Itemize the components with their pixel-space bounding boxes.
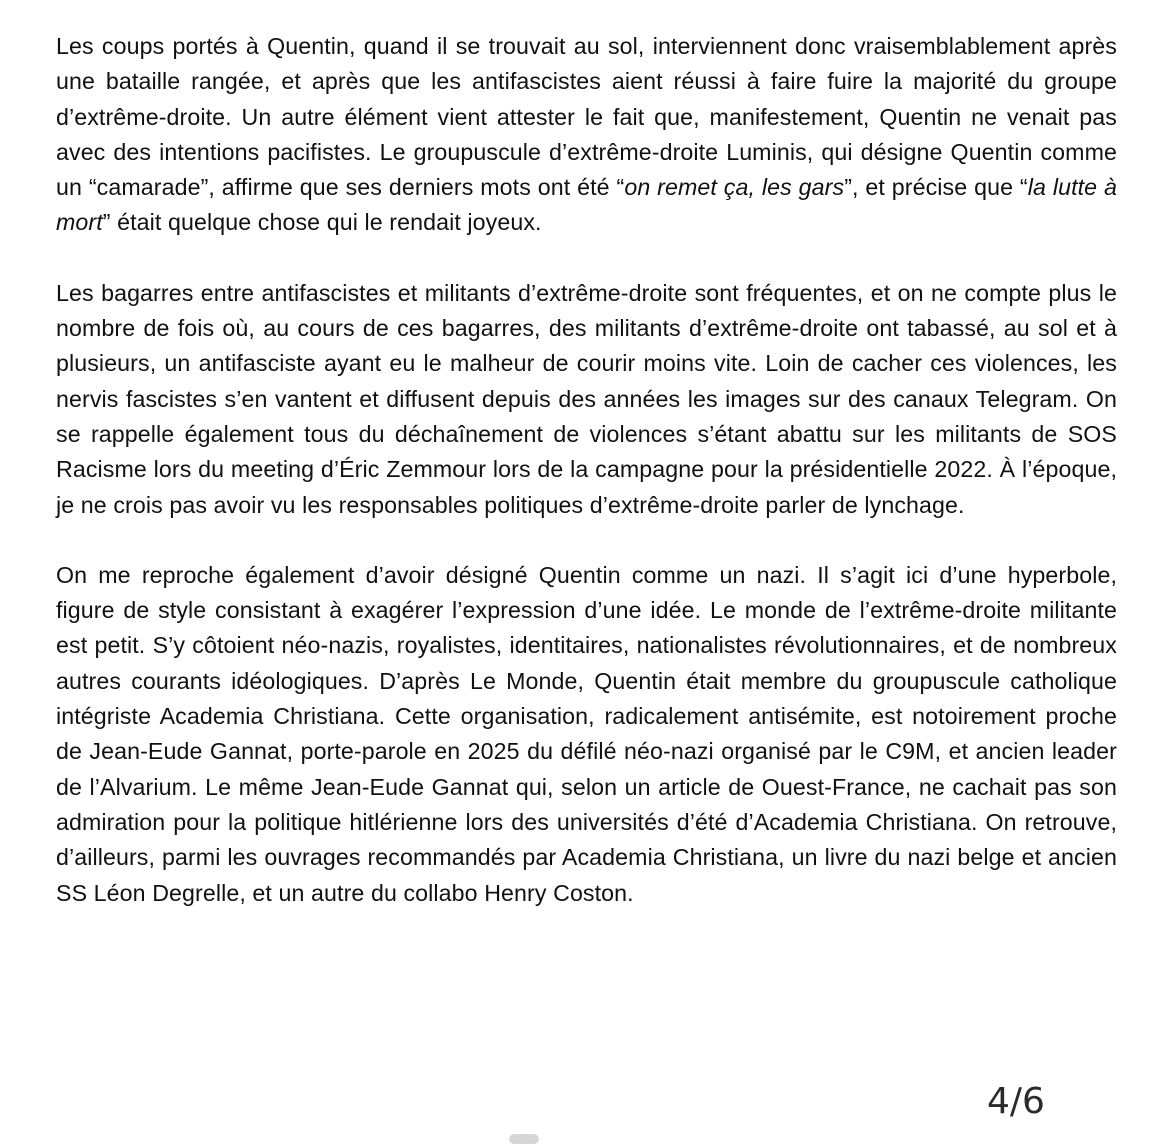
- paragraph-1: [56, 29, 1117, 241]
- paragraph-1-quote-2: la lutte à mort: [56, 174, 1118, 236]
- scroll-handle[interactable]: [509, 1134, 539, 1144]
- paragraph-2: Les bagarres entre antifascistes et militants d’extrême-droite sont fréquentes, et on ne compte plus le nombre de fois où, au cours de ces bagarres, des militants d’extrême-droite ont tabassé, au sol et à plusieurs, un antifasciste ayant eu le malheur de courir moins vite. Loin de cacher ces violences, les nervis fascistes s’en vantent et diffusent depuis des années les images sur des canaux Telegram. On se rappelle également tous du déchaînement de violences s’étant abattu sur les militants de SOS Racisme lors du meeting d’Éric Zemmour lors de la campagne pour la présidentielle 2022. À l’époque, je ne crois pas avoir vu les responsables politiques d’extrême-droite parler de lynchage.: [56, 279, 1117, 518]
- paragraph-1-text-c: ” était quelque chose qui le rendait joyeux.: [102, 209, 542, 236]
- document-body: [56, 29, 1117, 946]
- page-indicator: 4/6: [987, 1081, 1045, 1122]
- paragraph-3: On me reproche également d’avoir désigné Quentin comme un nazi. Il s’agit ici d’une hyperbole, figure de style consistant à exagérer l’expression d’une idée. Le monde de l’extrême-droite militante est petit. S’y côtoient néo-nazis, royalistes, identitaires, nationalistes révolutionnaires, et de nombreux autres courants idéologiques. D’après Le Monde, Quentin était membre du groupuscule catholique intégriste Academia Christiana. Cette organisation, radicalement antisémite, est notoirement proche de Jean-Eude Gannat, porte-parole en 2025 du défilé néo-nazi organisé par le C9M, et ancien leader de l’Alvarium. Le même Jean-Eude Gannat qui, selon un article de Ouest-France, ne cachait pas son admiration pour la politique hitlérienne lors des universités d’été d’Academia Christiana. On retrouve, d’ailleurs, parmi les ouvrages recommandés par Academia Christiana, un livre du nazi belge et ancien SS Léon Degrelle, et un autre du collabo Henry Coston.: [56, 561, 1117, 906]
- paragraph-1-text-a: Les coups portés à Quentin, quand il se trouvait au sol, interviennent donc vraisemblablement après une bataille rangée, et après que les antifascistes aient réussi à faire fuire la majorité du groupe d’extrême-droite. Un autre élément vient attester le fait que, manifestement, Quentin ne venait pas avec des intentions pacifistes. Le groupuscule d’extrême-droite Luminis, qui désigne Quentin comme un “camarade”, affirme que ses derniers mots ont été “: [56, 33, 1117, 201]
- paragraph-1-text-b: ”, et précise que “: [844, 174, 1028, 201]
- paragraph-1-quote-1: on remet ça, les gars: [624, 174, 845, 201]
